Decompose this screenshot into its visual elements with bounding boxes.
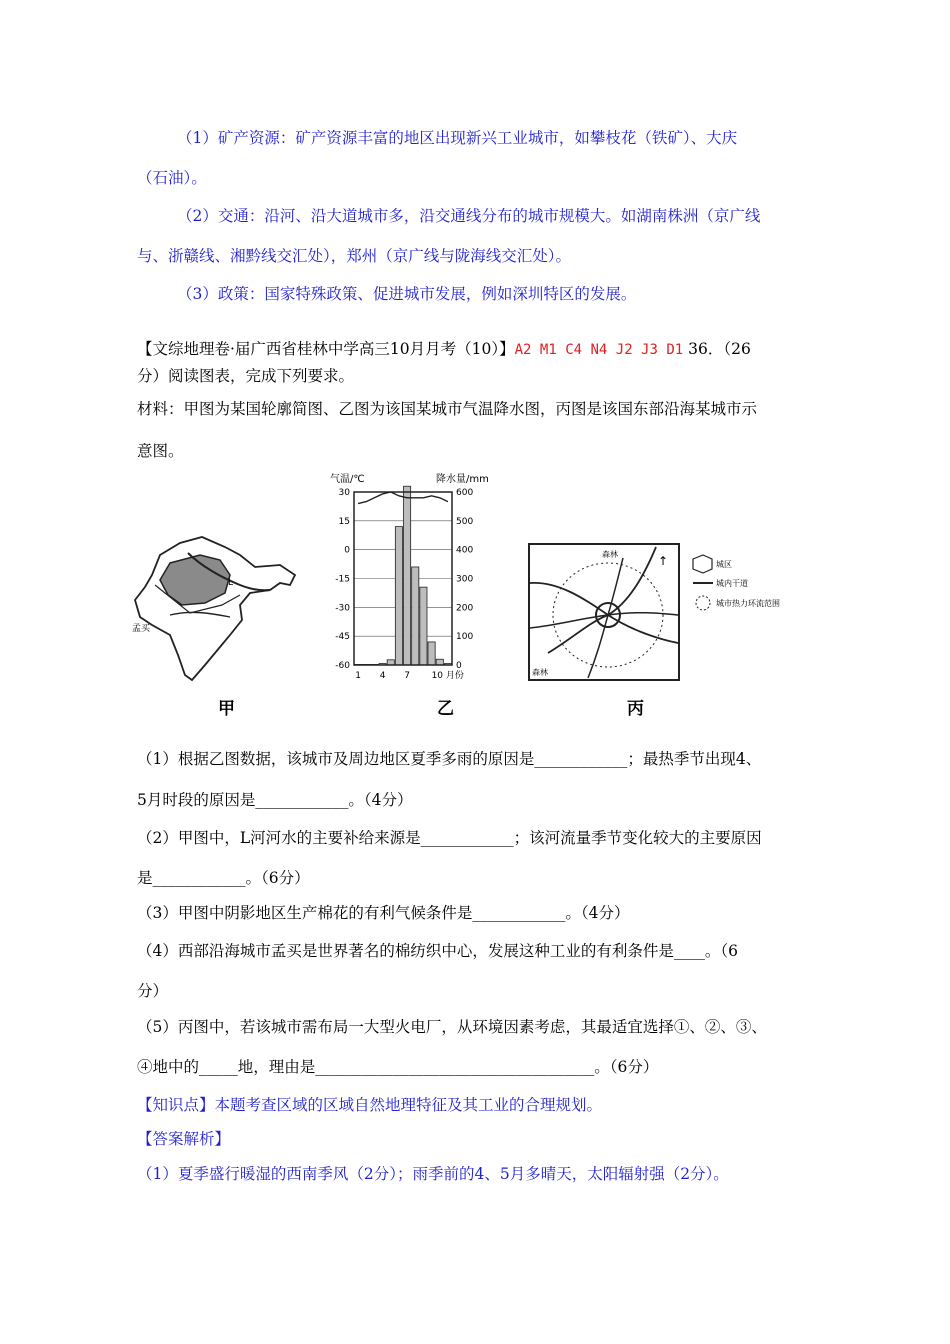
precip-bar-5: [387, 660, 394, 665]
temp-tick-label: -15: [335, 574, 350, 585]
section1-line5: （3）政策：国家特殊政策、促进城市发展，例如深圳特区的发展。: [177, 285, 637, 303]
material-line1: 材料：甲图为某国轮廓简图、乙图为该国某城市气温降水图，丙图是该国东部沿海某城市示: [137, 400, 758, 418]
question-4b: 分）: [137, 982, 169, 1000]
legend-road: 城内干道: [716, 579, 748, 588]
legend-urban: 城区: [716, 560, 732, 569]
precip-tick-label: 300: [456, 574, 474, 585]
precip-tick-label: 200: [456, 603, 474, 614]
temp-axis-title: 气温/℃: [330, 474, 365, 485]
precip-bar-9: [420, 587, 427, 665]
temp-tick-label: -45: [335, 632, 350, 643]
precip-bars: [355, 486, 452, 665]
caption-yi: 乙: [437, 699, 454, 719]
north-arrow-icon: ↑: [658, 554, 669, 568]
caption-jia: 甲: [218, 699, 235, 719]
precip-bar-10: [428, 642, 435, 665]
question-5b: ④地中的_____地，理由是____________________________________。（6分）: [137, 1058, 659, 1076]
label-L: L: [228, 578, 234, 588]
precip-bar-6: [395, 527, 402, 665]
temp-tick-label: -30: [335, 603, 350, 614]
forest-label-bottom: 森林: [532, 668, 548, 677]
precip-bar-8: [412, 567, 419, 665]
precip-bar-7: [404, 486, 411, 665]
section1-line3: （2）交通：沿河、沿大道城市多，沿交通线分布的城市规模大。如湖南株洲（京广线: [177, 207, 761, 225]
question-source: 【文综地理卷·届广西省桂林中学高三10月月考（10）】: [137, 340, 515, 358]
answer-1: （1）夏季盛行暖湿的西南季风（2分）；雨季前的4、5月多晴天，太阳辐射强（2分）。: [137, 1165, 729, 1183]
precip-tick-label: 400: [456, 545, 474, 556]
temp-line: [358, 492, 448, 504]
knowledge-point: 【知识点】本题考查区域的区域自然地理特征及其工业的合理规划。: [137, 1096, 603, 1114]
question-1a: （1）根据乙图数据，该城市及周边地区夏季多雨的原因是____________；最热季节出现4、: [137, 750, 762, 768]
legend-urban-icon: [693, 555, 712, 573]
month-tick-label: 4: [379, 671, 386, 681]
question-2b: 是____________。（6分）: [137, 869, 310, 887]
temp-tick-label: 15: [338, 516, 350, 527]
temp-tick-label: -60: [335, 661, 350, 671]
section1-line4: 与、浙赣线、湘黔线交汇处），郑州（京广线与陇海线交汇处）。: [137, 247, 572, 265]
precip-ticks: [456, 488, 473, 671]
question-5a: （5）丙图中，若该城市需布局一大型火电厂，从环境因素考虑，其最适宜选择①、②、③、: [137, 1018, 767, 1036]
forest-label-top: 森林: [602, 550, 618, 559]
question-1b: 5月时段的原因是____________。（4分）: [137, 791, 413, 809]
question-number: 36．（26: [683, 340, 751, 358]
legend-heat: 城市热力环流范围: [716, 599, 780, 608]
section1-line1: （1）矿产资源：矿产资源丰富的地区出现新兴工业城市，如攀枝花（铁矿）、大庆: [177, 129, 738, 147]
section1-line2: （石油）。: [137, 169, 207, 187]
answer-analysis-title: 【答案解析】: [137, 1130, 231, 1148]
label-mumbai: 孟买: [132, 624, 151, 634]
month-tick-label: 1: [355, 671, 361, 681]
month-tick-label: 10 月份: [431, 671, 464, 681]
material-line2: 意图。: [137, 442, 184, 460]
figure-jia-map: [130, 525, 305, 685]
legend-heat-icon: [696, 596, 710, 610]
question-2a: （2）甲图中，L河河水的主要补给来源是____________；该河流量季节变化较大的主要原因: [137, 829, 762, 847]
precip-tick-label: 600: [456, 488, 474, 498]
temp-ticks: [335, 488, 350, 671]
temp-tick-label: 0: [344, 545, 350, 556]
temp-tick-label: 30: [338, 488, 350, 498]
caption-bing: 丙: [627, 699, 644, 719]
question-header: [137, 339, 751, 360]
precip-tick-label: 500: [456, 516, 474, 527]
figure-yi-chart: [328, 470, 498, 685]
question-3: （3）甲图中阴影地区生产棉花的有利气候条件是____________。（4分）: [137, 904, 630, 922]
precip-tick-label: 100: [456, 632, 474, 643]
question-4a: （4）西部沿海城市孟买是世界著名的棉纺织中心，发展这种工业的有利条件是____。（6: [137, 942, 738, 960]
chart-gridlines: [354, 492, 452, 665]
question-line2: 分）阅读图表，完成下列要求。: [137, 367, 355, 385]
month-ticks: [355, 669, 464, 681]
knowledge-codes: A2 M1 C4 N4 J2 J3 D1: [514, 342, 684, 358]
precip-axis-title: 降水量/mm: [436, 474, 489, 485]
precip-tick-label: 0: [456, 661, 462, 671]
figure-bing-city: [528, 543, 780, 683]
month-tick-label: 7: [404, 671, 410, 681]
precip-bar-11: [436, 659, 443, 665]
